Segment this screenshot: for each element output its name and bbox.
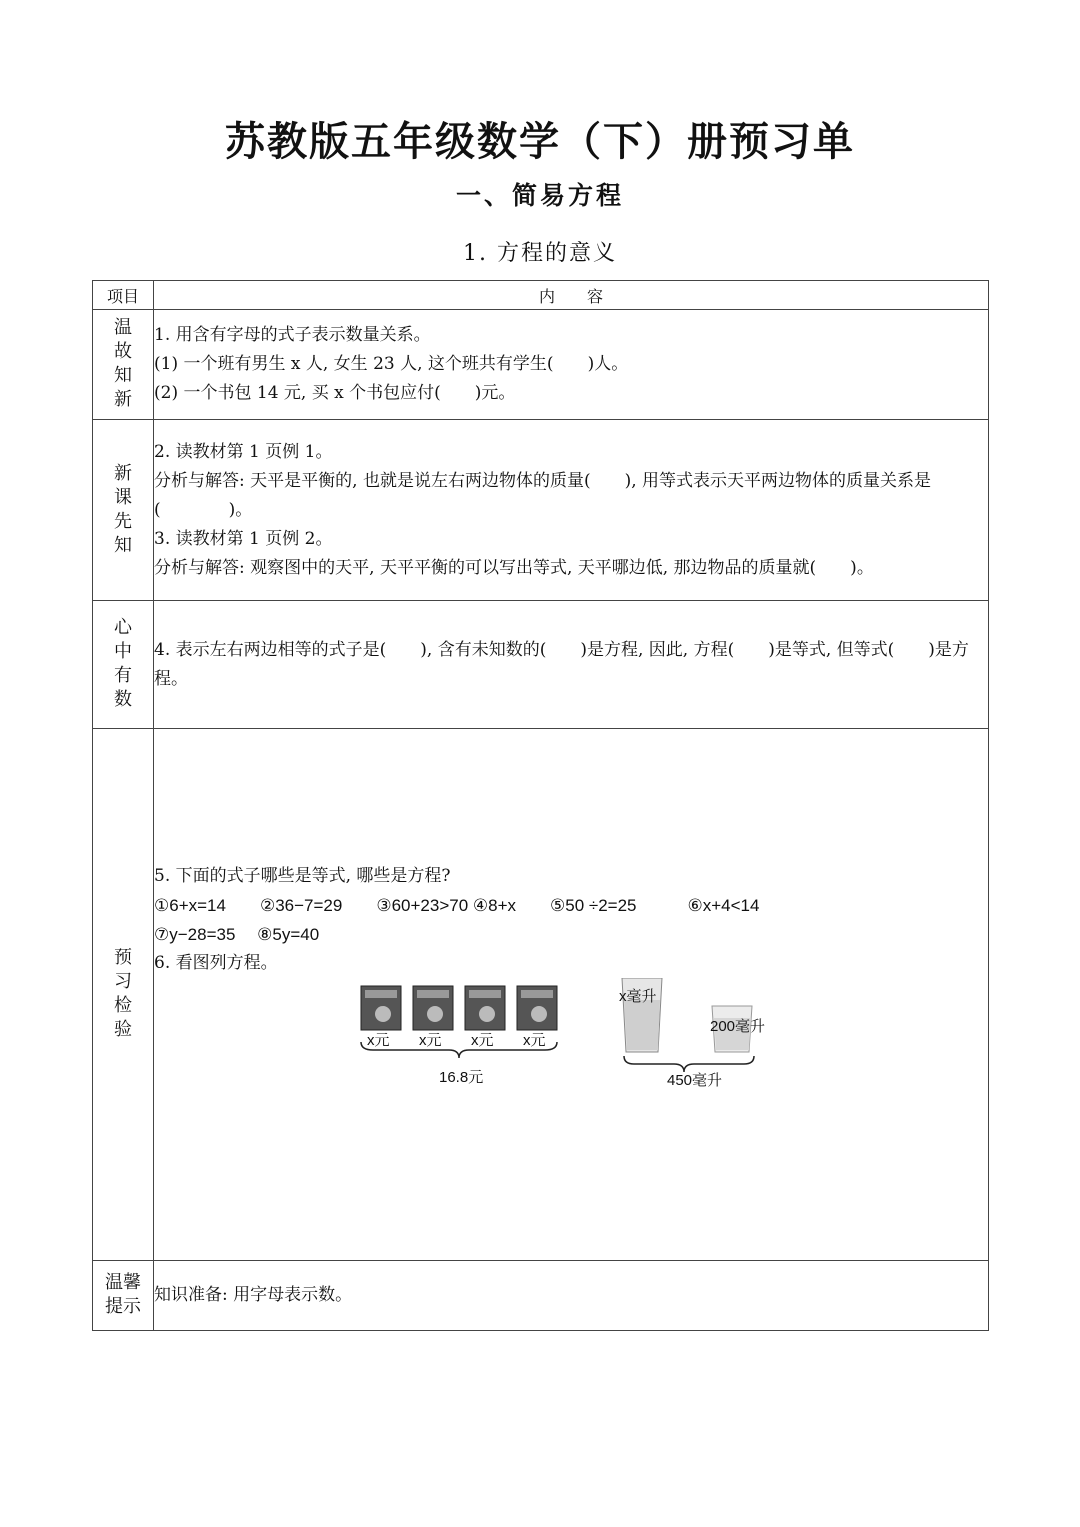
tall-cup-label: x毫升 — [619, 987, 657, 1005]
row-label-understanding — [93, 601, 154, 729]
book-icon — [361, 986, 401, 1030]
book-icon — [517, 986, 557, 1030]
unit-title: 一、简易方程 — [455, 181, 624, 210]
content-line: 3. 读教材第 1 页例 2。 — [154, 528, 333, 549]
book-price-label: x元 — [367, 1031, 390, 1049]
content-line: (2) 一个书包 14 元, 买 x 个书包应付( )元。 — [154, 383, 516, 403]
book-icon — [413, 986, 453, 1030]
worksheet-title: 苏教版五年级数学（下）册预习单 — [225, 119, 855, 165]
row-understanding — [93, 601, 989, 729]
content-line: 2. 读教材第 1 页例 1。 — [154, 441, 333, 462]
row-label-review — [93, 310, 154, 420]
content-line: 5. 下面的式子哪些是等式, 哪些是方程? — [154, 865, 451, 886]
content-line: 分析与解答: 观察图中的天平, 天平平衡的可以写出等式, 天平哪边低, 那边物品的质量就( )。 — [154, 557, 874, 578]
book-price-label: x元 — [523, 1031, 546, 1049]
row-label-preview-check — [93, 729, 154, 1261]
row-label-text: 温馨提示 — [105, 1272, 141, 1317]
row-content-tips — [154, 1261, 989, 1331]
row-label-new-lesson — [93, 420, 154, 601]
row-content-new-lesson — [154, 420, 989, 601]
equation-list: ①6+x=14 ②36−7=29 ③60+23>70 ④8+x ⑤50 ÷2=25 ⑥x+4<14 — [154, 895, 760, 915]
row-tips — [93, 1261, 989, 1331]
row-preview-check — [93, 729, 989, 1261]
row-label-text: 心中有数 — [114, 617, 132, 710]
row-review — [93, 310, 989, 420]
short-cup-label: 200毫升 — [710, 1017, 766, 1035]
content-line: 4. 表示左右两边相等的式子是( ), 含有未知数的( )是方程, 因此, 方程( )是等式, 但等式( )是方程。 — [154, 639, 969, 689]
book-icon — [465, 986, 505, 1030]
row-label-text: 新课先知 — [114, 462, 132, 556]
row-content-preview-check — [154, 729, 989, 1261]
content-line: 分析与解答: 天平是平衡的, 也就是说左右两边物体的质量( ), 用等式表示天平两边物体的质量关系是( )。 — [154, 470, 932, 520]
header-content: 内 容 — [154, 281, 989, 310]
row-label-text: 预习检验 — [114, 947, 132, 1040]
content-line: (1) 一个班有男生 x 人, 女生 23 人, 这个班共有学生( )人。 — [154, 354, 629, 374]
equation-list: ⑦y−28=35 ⑧5y=40 — [154, 924, 320, 944]
lesson-title: 1. 方程的意义 — [463, 241, 617, 266]
row-content-review — [154, 310, 989, 420]
cups-total-label: 450毫升 — [667, 1071, 723, 1089]
book-price-label: x元 — [471, 1031, 494, 1049]
preview-table — [92, 280, 989, 1331]
row-new-lesson — [93, 420, 989, 601]
content-line: 1. 用含有字母的式子表示数量关系。 — [154, 325, 431, 345]
row-label-tips — [93, 1261, 154, 1331]
books-total-label: 16.8元 — [439, 1068, 484, 1086]
problem-figure — [154, 978, 988, 1128]
header-item: 项目 — [93, 281, 154, 310]
table-header-row — [93, 281, 989, 310]
book-price-label: x元 — [419, 1031, 442, 1049]
row-label-text: 温故知新 — [114, 317, 132, 410]
content-line: 6. 看图列方程。 — [154, 952, 278, 973]
content-line: 知识准备: 用字母表示数。 — [154, 1285, 353, 1305]
row-content-understanding — [154, 601, 989, 729]
